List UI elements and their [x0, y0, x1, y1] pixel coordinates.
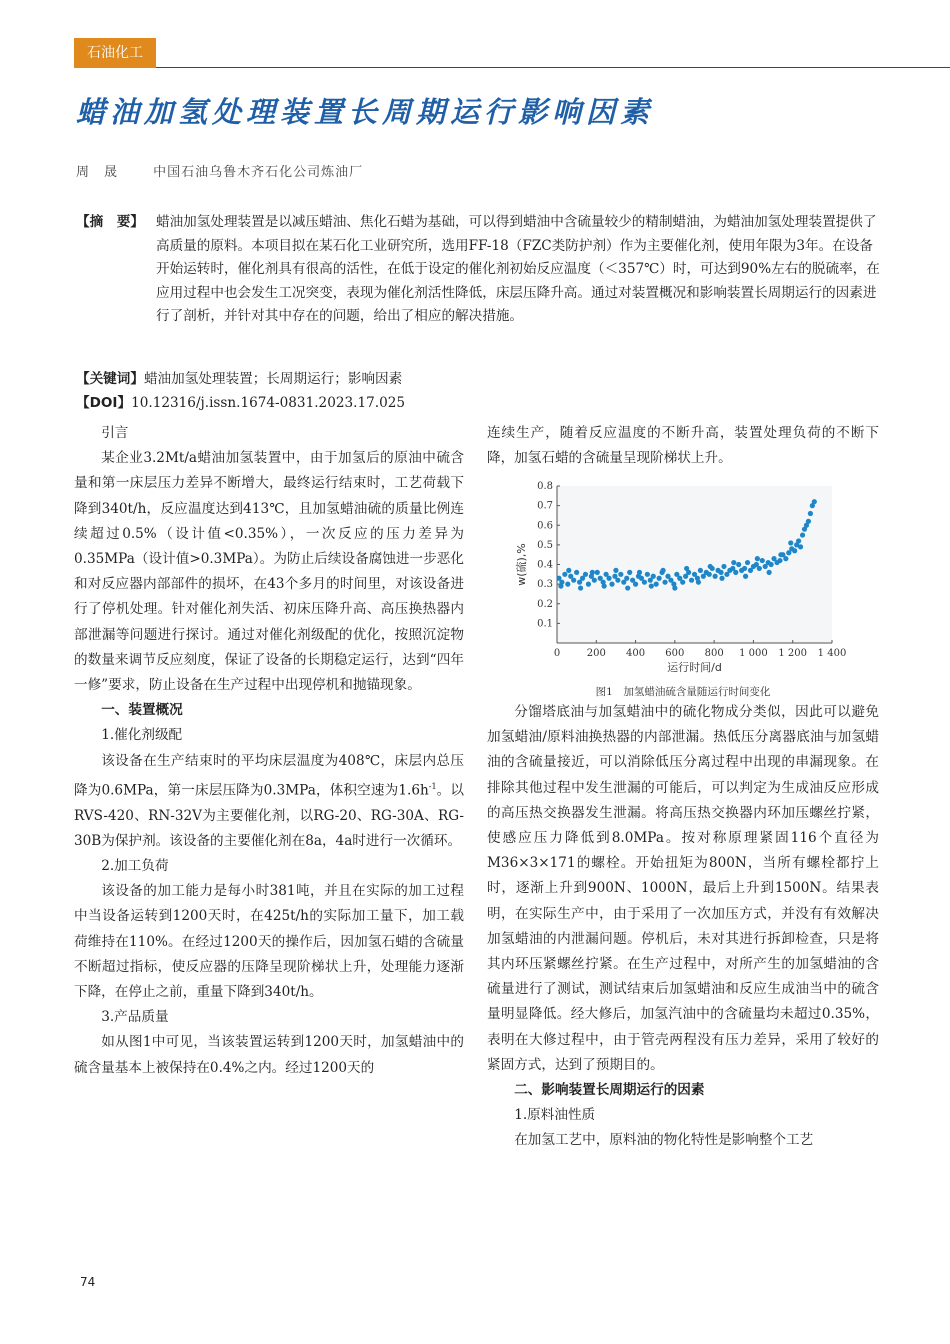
data-point	[689, 578, 694, 583]
data-point	[800, 532, 805, 537]
data-point	[760, 558, 765, 563]
section-tag: 石油化工	[74, 38, 156, 68]
doi-text: 10.12316/j.issn.1674-0831.2023.17.025	[131, 395, 406, 411]
data-point	[562, 572, 567, 577]
data-point	[707, 572, 712, 577]
data-point	[680, 580, 685, 585]
x-tick-label: 1 000	[739, 648, 768, 659]
data-point	[769, 562, 774, 567]
data-point	[625, 585, 630, 590]
keywords-label: 【关键词】	[76, 371, 144, 387]
data-point	[595, 570, 600, 575]
data-point	[602, 583, 607, 588]
abstract-label: 【摘 要】	[76, 214, 144, 230]
y-tick-label: 0.7	[537, 500, 553, 512]
x-axis-label: 运行时间/d	[667, 661, 722, 674]
data-point	[698, 568, 703, 573]
y-tick-label: 0.2	[537, 598, 553, 610]
article-title: 蜡油加氢处理装置长周期运行影响因素	[76, 95, 655, 129]
doi-label: 【DOI】	[76, 395, 132, 411]
s11-sup: -1	[428, 781, 437, 791]
section-2-1-paragraph: 在加氢工艺中，原料油的物化特性是影响整个工艺	[514, 1132, 814, 1149]
abstract-text: 蜡油加氢处理装置是以减压蜡油、焦化石蜡为基础，可以得到蜡油中含硫量较少的精制蜡油，为蜡油加氢处理装置提供了高质量的原料。本项目拟在某石化工业研究所，选用FF-18（FZC类防护剂）作为主要催化剂，使用年限为3年。在设备开始运转时，催化剂具有很高的活性，在低于设定的催化剂初始反应温度（＜357℃）时，可达到90%左右的脱硫率，在应用过程中也会发生工况突变，表现为催化剂活性降低，床层压降升高。通过对装置概况和影响装置长周期运行的因素进行了剖析，并针对其中存在的问题，给出了相应的解决措施。	[156, 214, 880, 324]
x-tick-label: 1 200	[778, 648, 808, 659]
data-point	[713, 574, 718, 579]
data-point	[792, 548, 797, 553]
abstract	[76, 211, 880, 329]
data-point	[565, 582, 570, 587]
data-point	[609, 582, 614, 587]
data-point	[662, 580, 667, 585]
data-point	[590, 570, 595, 575]
intro-heading: 引言	[101, 425, 129, 441]
data-point	[618, 572, 623, 577]
data-point	[806, 519, 811, 524]
x-tick-label: 800	[704, 648, 724, 659]
author-line	[76, 161, 393, 180]
data-point	[649, 583, 654, 588]
section-2-1-heading: 1.原料油性质	[514, 1107, 596, 1124]
data-point	[718, 570, 723, 575]
data-point	[808, 511, 813, 516]
data-point	[574, 570, 579, 575]
data-point	[606, 576, 611, 581]
data-point	[745, 560, 750, 565]
data-point	[743, 574, 748, 579]
data-point	[624, 576, 629, 581]
data-point	[796, 538, 801, 543]
data-point	[812, 499, 817, 504]
author-name: 周 晟	[76, 165, 119, 180]
data-point	[586, 582, 591, 587]
data-point	[654, 582, 659, 587]
keywords-block	[76, 367, 405, 415]
data-point	[783, 556, 788, 561]
data-point	[558, 583, 563, 588]
x-tick-label: 600	[665, 648, 685, 659]
x-tick-label: 0	[553, 648, 561, 659]
data-point	[777, 558, 782, 563]
data-point	[571, 578, 576, 583]
x-tick-label: 200	[586, 648, 606, 659]
figure-1-chart	[487, 478, 879, 703]
data-point	[798, 544, 803, 549]
data-point	[755, 556, 760, 561]
data-point	[731, 560, 736, 565]
section-1-2-paragraph: 该设备的加工能力是每小时381吨，并且在实际的加工过程中当设备运转到1200天时，在425t/h的实际加工量下，加工载荷维持在110%。在经过1200天的操作后，因加氢石蜡的含硫量不断超过指标，使反应器的压降呈现阶梯状上升，处理能力逐渐下降，在停止之前，重量下降到340t/h。	[74, 883, 464, 1000]
data-point	[684, 566, 689, 571]
section-1-heading: 一、装置概况	[101, 702, 183, 719]
data-point	[657, 576, 662, 581]
data-point	[788, 540, 793, 545]
author-affiliation: 中国石油乌鲁木齐石化公司炼油厂	[153, 165, 364, 180]
y-tick-label: 0.4	[537, 559, 553, 571]
data-point	[757, 566, 762, 571]
right-continuation: 连续生产，随着反应温度的不断升高，装置处理负荷的不断下降，加氢石蜡的含硫量呈现阶梯状上升。	[487, 425, 879, 467]
s11-text-a: 该设备在生产结束时的平均床层温度为408℃，床层内总压降为0.6MPa，第一床层压降为0.3MPa，体积空速为1.6h	[74, 752, 464, 799]
data-point	[566, 568, 571, 573]
y-tick-label: 0.3	[537, 579, 553, 591]
section-2-heading: 二、影响装置长周期运行的因素	[514, 1082, 705, 1099]
data-point	[672, 585, 677, 590]
y-tick-label: 0.6	[537, 520, 553, 532]
y-axis-label: w(硫),%	[515, 543, 528, 586]
data-point	[696, 580, 701, 585]
page-number: 74	[80, 1275, 96, 1289]
data-point	[583, 572, 588, 577]
data-point	[660, 568, 665, 573]
s11-text-b: 。以RVS-420、RN-32V为主要催化剂，以RG-20、RG-30A、RG-30B为保护剂。该设备的主要催化剂在8a，4a时进行一次循环。	[74, 782, 464, 849]
data-point	[642, 580, 647, 585]
data-point	[719, 576, 724, 581]
figure-1-caption: 图1 加氢蜡油硫含量随运行时间变化	[595, 686, 771, 698]
data-point	[627, 570, 632, 575]
header-rule	[156, 67, 950, 68]
data-point	[767, 570, 772, 575]
data-point	[578, 585, 583, 590]
intro-paragraph: 某企业3.2Mt/a蜡油加氢装置中，由于加氢后的原油中硫含量和第一床层压力差异不断增大，最终运行结束时，工艺荷载下降到340t/h，反应温度达到413℃，且加氢蜡油硫的质量比例连续超过0.5%（设计值<0.35%），一次反应的压力差异为0.35MPa（设计值>0.3MPa）。为防止后续设备腐蚀进一步恶化和对反应器内部部件的损坏，在43个多月的时间里，对该设备进行了停机处理。针对催化剂失活、初床压降升高、高压换热器内部泄漏等问题进行探讨。通过对催化剂级配的优化，按照沉淀物的数量来调节反应刻度，保证了设备的长期稳定运行，达到“四年一修”要求，防止设备在生产过程中出现停机和抛锚现象。	[74, 450, 464, 694]
data-point	[708, 564, 713, 569]
data-point	[592, 578, 597, 583]
section-1-3-paragraph: 如从图1中可见，当该装置运转到1200天时，加氢蜡油中的硫含量基本上被保持在0.4%之内。经过1200天的	[74, 1034, 464, 1076]
y-tick-label: 0.8	[537, 481, 553, 492]
x-tick-label: 400	[626, 648, 646, 659]
data-point	[615, 578, 620, 583]
data-point	[651, 574, 656, 579]
right-column-top	[487, 421, 879, 471]
right-paragraph-1: 分馏塔底油与加氢蜡油中的硫化物成分类似，因此可以避免加氢蜡油/原料油换热器的内部泄漏。热低压分离器底油与加氢蜡油的含硫量接近，可以消除低压分离过程中出现的串漏现象。在排除其他过程中发生泄漏的可能后，可以判定为生成油反应形成的高压热交换器发生泄漏。将高压热交换器内环加压螺丝拧紧，使感应压力降低到8.0MPa。按对称原理紧固116个直径为M36×3×171的螺栓。开始扭矩为800N，当所有螺栓都拧上时，逐渐上升到900N、1000N，最后上升到1500N。结果表明，在实际生产中，由于采用了一次加压方式，并没有有效解决加氢蜡油的内泄漏问题。停机后，未对其进行拆卸检查，只是将其内环压紧螺丝拧紧。在生产过程中，对所产生的加氢蜡油的含硫量进行了测试，测试结束后加氢蜡油和反应生成油当中的硫含量明显降低。经大修后，加氢汽油中的含硫量均未超过0.35%，表明在大修过程中，由于管壳两程没有压力差异，采用了较好的紧固方式，达到了预期目的。	[487, 704, 879, 1073]
section-1-1-heading: 1.催化剂级配	[101, 727, 183, 744]
section-1-3-heading: 3.产品质量	[101, 1009, 169, 1026]
y-tick-label: 0.5	[537, 539, 553, 551]
keywords-text: 蜡油加氢处理装置；长周期运行；影响因素	[143, 371, 403, 387]
right-column-bottom	[487, 700, 879, 1154]
data-point	[742, 566, 747, 571]
section-1-1-paragraph	[74, 749, 464, 854]
left-column	[74, 421, 464, 1081]
plot-area	[557, 486, 832, 643]
data-point	[733, 570, 738, 575]
data-point	[645, 572, 650, 577]
data-point	[613, 568, 618, 573]
data-point	[736, 562, 741, 567]
y-tick-label: 0.1	[537, 618, 553, 630]
data-point	[721, 564, 726, 569]
x-tick-label: 1 400	[817, 648, 847, 659]
section-1-2-heading: 2.加工负荷	[101, 857, 169, 874]
data-point	[778, 552, 783, 557]
data-point	[637, 570, 642, 575]
data-point	[633, 582, 638, 587]
